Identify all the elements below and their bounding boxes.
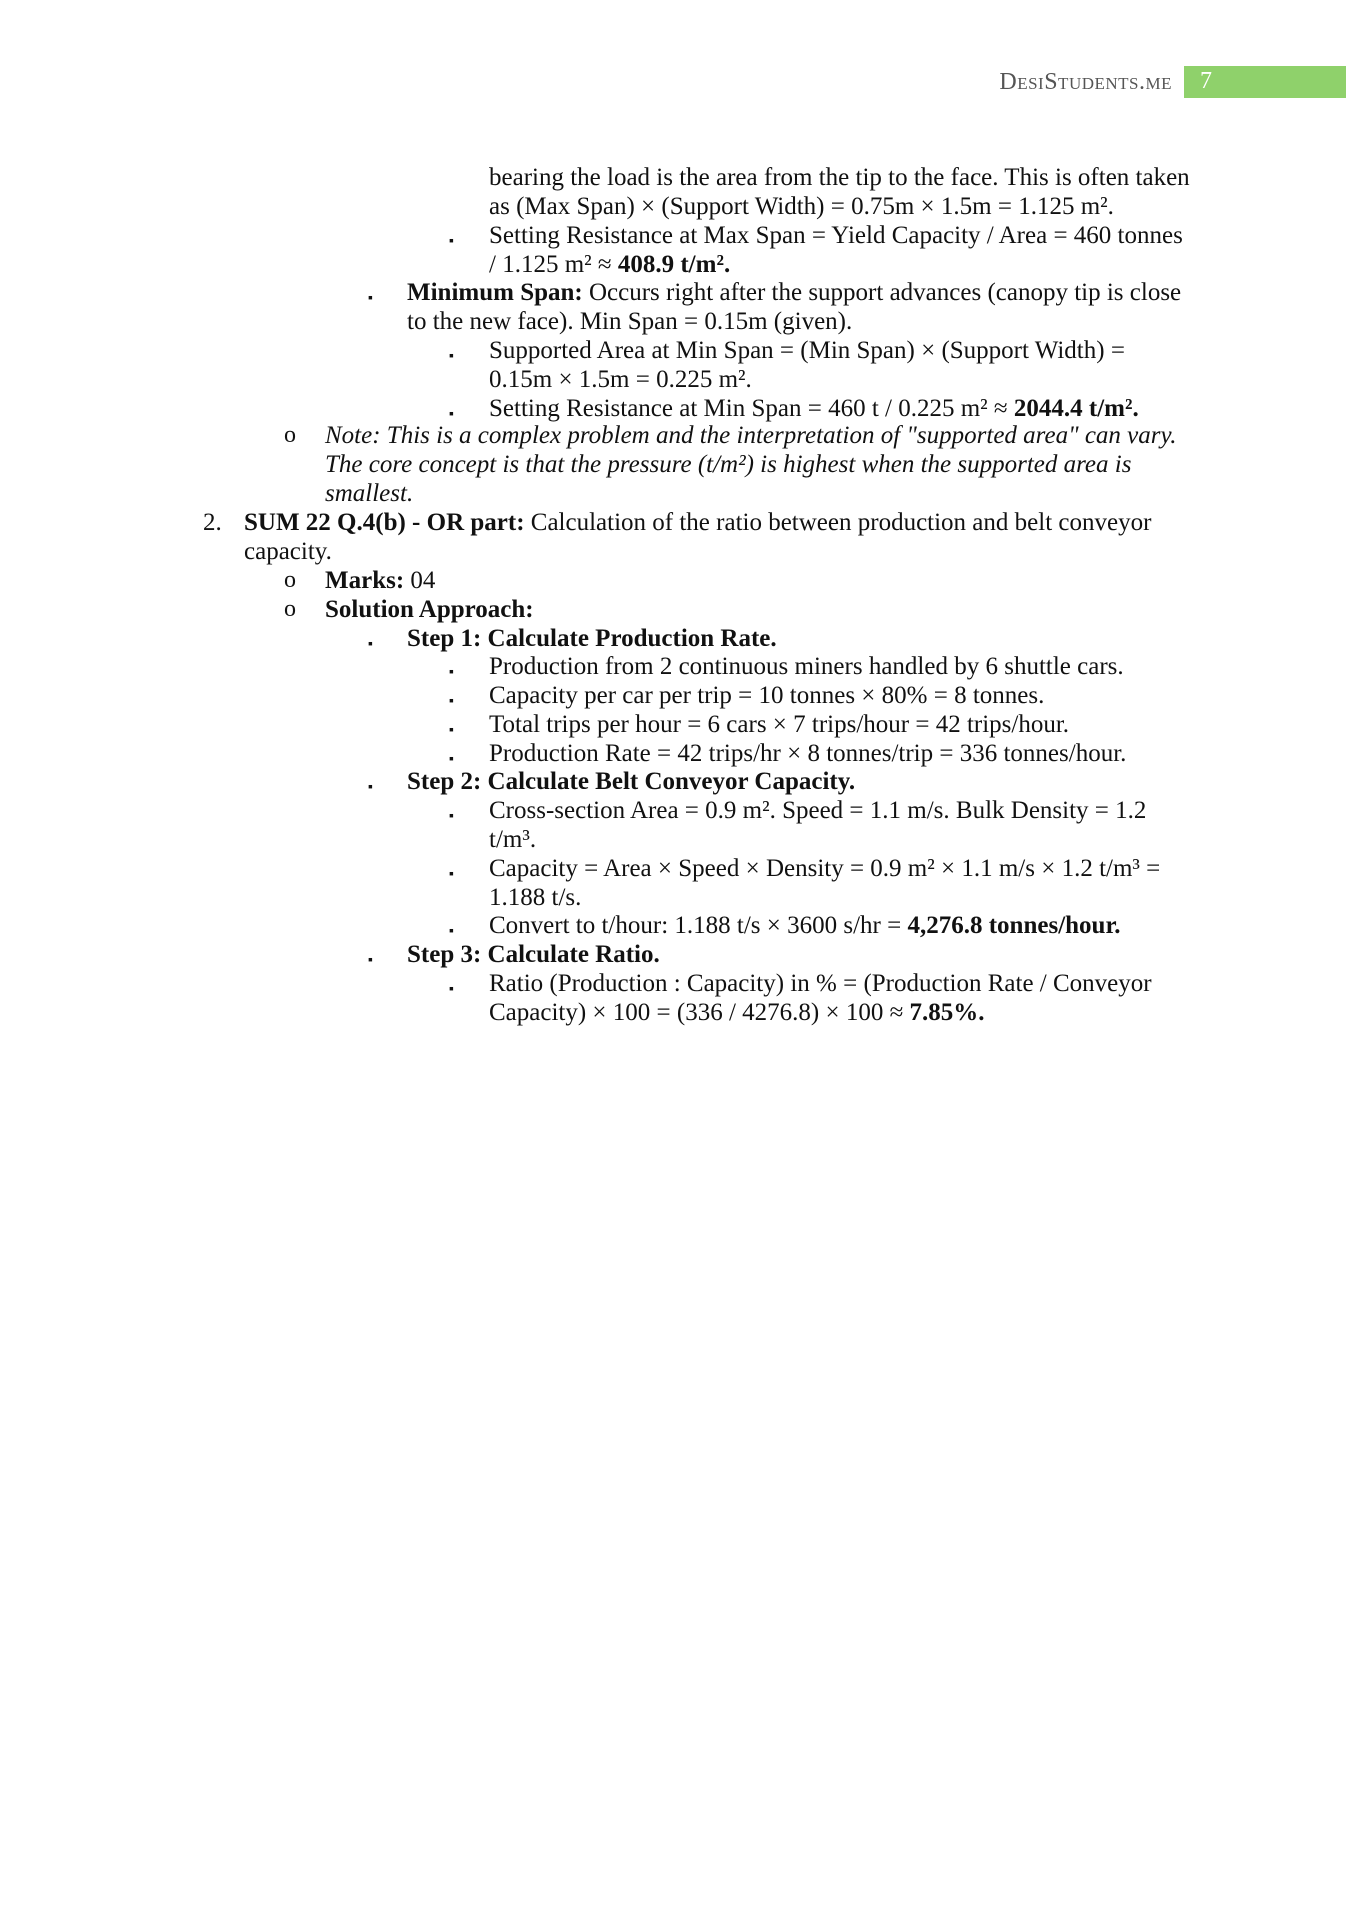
- bullet-square-icon: ▪: [449, 867, 454, 882]
- text-run: Setting Resistance at Max Span = Yield Capacity / Area = 460 tonnes / 1.125 m² ≈: [489, 222, 1183, 278]
- list-item-text: [325, 595, 1190, 624]
- bold-result: 7.85%.: [909, 999, 985, 1026]
- list-item-text: [325, 421, 1190, 508]
- text-run: Total trips per hour = 6 cars × 7 trips/hour = 42 trips/hour.: [489, 711, 1070, 738]
- bullet-square-icon: ▪: [449, 723, 454, 738]
- list-item-text: [489, 163, 1190, 221]
- text-run: Occurs right after the support advances (canopy tip is close to the new face). Min Span = 0.15m (given).: [407, 279, 1182, 335]
- list-item-text: [325, 566, 1190, 595]
- bold-lead: Minimum Span:: [407, 279, 583, 306]
- list-number: 2.: [203, 509, 222, 536]
- text-run: Production from 2 continuous miners handled by 6 shuttle cars.: [489, 653, 1124, 680]
- list-item-text: [244, 508, 1190, 566]
- list-item-text: [489, 336, 1190, 394]
- bullet-circle-icon: o: [284, 596, 296, 622]
- text-run: 04: [404, 567, 436, 594]
- bullet-square-icon: ▪: [449, 982, 454, 997]
- list-item-text: [489, 221, 1190, 279]
- bullet-square-icon: ▪: [449, 665, 454, 680]
- bold-result: 4,276.8 tonnes/hour.: [907, 912, 1121, 939]
- list-item-text: [489, 911, 1190, 940]
- text-run: bearing the load is the area from the tip to the face. This is often taken as (Max Span) × (Support Width) = 0.75m × 1.5m = 1.125 m².: [489, 164, 1190, 220]
- text-run: Capacity = Area × Speed × Density = 0.9 m² × 1.1 m/s × 1.2 t/m³ = 1.188 t/s.: [489, 855, 1161, 911]
- list-item-text: [489, 681, 1190, 710]
- text-run: Supported Area at Min Span = (Min Span) × (Support Width) = 0.15m × 1.5m = 0.225 m².: [489, 337, 1125, 393]
- text-run: Convert to t/hour: 1.188 t/s × 3600 s/hr =: [489, 912, 908, 939]
- bullet-square-icon: ▪: [449, 349, 454, 364]
- text-run: Capacity per car per trip = 10 tonnes × 80% = 8 tonnes.: [489, 682, 1045, 709]
- page-number: 7: [1184, 66, 1346, 96]
- list-item-text: [489, 796, 1190, 854]
- bold-lead: Marks:: [325, 567, 405, 594]
- bullet-square-icon: ▪: [368, 780, 373, 795]
- list-item-text: [489, 854, 1190, 912]
- bold-lead: Step 3: Calculate Ratio.: [407, 941, 660, 968]
- list-item-text: [407, 624, 1190, 653]
- text-run: Calculation of the ratio between production and belt conveyor capacity.: [244, 509, 1152, 565]
- text-run: Ratio (Production : Capacity) in % = (Production Rate / Conveyor Capacity) × 100 = (336 / 4276.8) × 100 ≈: [489, 970, 1152, 1026]
- bullet-square-icon: ▪: [449, 694, 454, 709]
- text-run: Production Rate = 42 trips/hr × 8 tonnes/trip = 336 tonnes/hour.: [489, 740, 1127, 767]
- bullet-square-icon: ▪: [449, 924, 454, 939]
- bullet-square-icon: ▪: [368, 953, 373, 968]
- list-item-text: [407, 767, 1190, 796]
- header-rule: [1184, 96, 1346, 98]
- list-item-text: [489, 652, 1190, 681]
- bullet-square-icon: ▪: [368, 291, 373, 306]
- list-item-text: [489, 394, 1190, 423]
- bullet-square-icon: ▪: [449, 407, 454, 422]
- bullet-square-icon: ▪: [449, 234, 454, 249]
- bold-result: 2044.4 t/m².: [1013, 395, 1139, 422]
- italic-note: Note: This is a complex problem and the interpretation of "supported area" can vary. The core concept is that the pressure (t/m²) is highest when the supported area is smallest.: [325, 422, 1177, 507]
- text-run: Cross-section Area = 0.9 m². Speed = 1.1 m/s. Bulk Density = 1.2 t/m³.: [489, 797, 1147, 853]
- bold-lead: Step 2: Calculate Belt Conveyor Capacity.: [407, 768, 856, 795]
- list-item-text: [489, 710, 1190, 739]
- list-item-text: [407, 278, 1190, 336]
- text-run: Setting Resistance at Min Span = 460 t / 0.225 m² ≈: [489, 395, 1014, 422]
- bold-lead: Solution Approach:: [325, 596, 534, 623]
- bullet-circle-icon: o: [284, 422, 296, 448]
- bold-result: 408.9 t/m².: [617, 251, 731, 278]
- bold-lead: Step 1: Calculate Production Rate.: [407, 625, 777, 652]
- bullet-square-icon: ▪: [449, 752, 454, 767]
- bullet-square-icon: ▪: [449, 809, 454, 824]
- bullet-circle-icon: o: [284, 567, 296, 593]
- list-item-text: [407, 940, 1190, 969]
- site-name: DesiStudents.me: [999, 69, 1172, 95]
- bullet-square-icon: ▪: [368, 637, 373, 652]
- list-item-text: [489, 969, 1190, 1027]
- list-item-text: [489, 739, 1190, 768]
- bold-lead: SUM 22 Q.4(b) - OR part:: [244, 509, 525, 536]
